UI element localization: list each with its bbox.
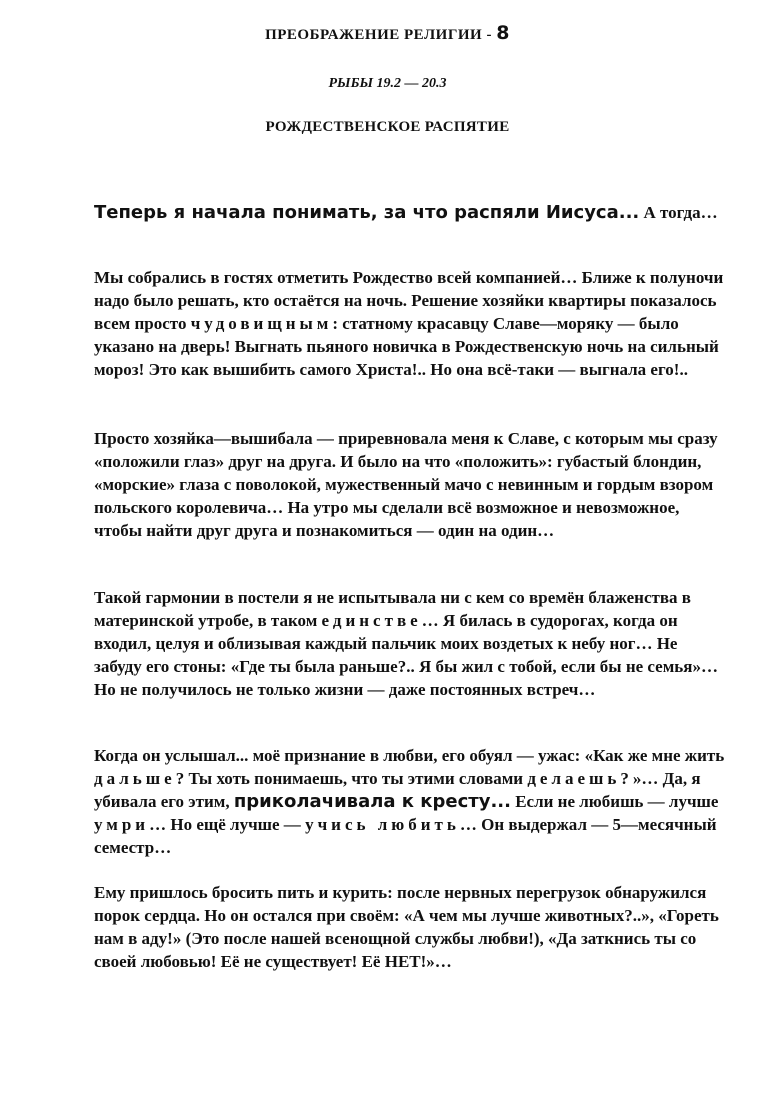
page-title (0, 22, 775, 44)
p3-spaced-word: единстве (321, 611, 422, 630)
paragraph-4 (72, 744, 727, 859)
p4-spaced-word-3: умри (94, 815, 150, 834)
p1-text-b: : статному красавцу Славе—моряку — было указано на дверь! Выгнать пьяного новичка в Рождественскую ночь на сильный мороз! Это как вышибить самого Христа!.. Но она всё-таки — выгнала его!.. (94, 314, 719, 379)
p1-text-a: Мы собрались в гостях отметить Рождество всей компанией… Ближе к полуночи надо было решать, кто остаётся на ночь. Решение хозяйки квартиры показалось всем просто (94, 268, 724, 333)
p4-text-b: ? Ты хоть понимаешь, что ты этими словами (175, 769, 528, 788)
p4-spaced-word-2: делаешь? (527, 769, 633, 788)
paragraph-3 (72, 586, 727, 701)
p4-text-f: … Он выдержал — 5—месячный семестр… (94, 815, 717, 857)
page-title-text: ПРЕОБРАЖЕНИЕ РЕЛИГИИ - (265, 27, 492, 43)
paragraph-1 (72, 266, 727, 381)
page-number: 8 (496, 22, 510, 44)
intro-paragraph (72, 201, 727, 224)
paragraph-2 (72, 427, 727, 542)
p5-text: Ему пришлось бросить пить и курить: после нервных перегрузок обнаружился порок сердца. Но он остался при своём: «А чем мы лучше животных?..», «Гореть нам в аду!» (Это после нашей всенощной службы любви!), «Да заткнись ты со своей любовью! Её не существует! Её НЕТ!»… (94, 883, 719, 971)
p1-spaced-word: чудовищным (190, 314, 333, 333)
p4-text-e: … Но ещё лучше — (149, 815, 306, 834)
p4-emphasis: приколачивала к кресту... (233, 791, 511, 812)
astro-reference: РЫБЫ 19.2 — 20.3 (328, 76, 447, 91)
p4-text-d: Если не любишь — лучше (510, 792, 719, 811)
p4-spaced-word-4: учись любить (305, 815, 460, 834)
p4-text-a: Когда он услышал... моё признание в любви, его обуял — ужас: «Как же мне жить (94, 746, 725, 765)
intro-lead: Теперь я начала понимать, за что распяли Иисуса... (94, 202, 640, 223)
p3-text-b: … Я билась в судорогах, когда он входил, целуя и облизывая каждый пальчик моих воздетых к небу ног… Не забуду его стоны: «Где ты была раньше?.. Я бы жил с тобой, если бы не семья»… Но не получилось не только жизни — даже постоянных встреч… (94, 611, 718, 699)
p4-spaced-word-1: дальше (94, 769, 176, 788)
p4-text-c: »… Да, я убивала его этим, (94, 769, 701, 811)
intro-tail: А тогда… (639, 203, 718, 222)
chapter-subtitle: РОЖДЕСТВЕНСКОЕ РАСПЯТИЕ (265, 119, 510, 135)
p2-text: Просто хозяйка—вышибала — приревновала меня к Славе, с которым мы сразу «положили глаз» друг на друга. И было на что «положить»: губастый блондин, «морские» глаза с поволокой, мужественный мачо с невинным и гордым взором польского королевича… На утро мы сделали всё возможное и невозможное, чтобы найти друг друга и познакомиться — один на один… (94, 429, 718, 540)
paragraph-5 (72, 881, 727, 973)
p3-text-a: Такой гармонии в постели я не испытывала ни с кем со времён блаженства в материнской утробе, в таком (94, 588, 691, 630)
